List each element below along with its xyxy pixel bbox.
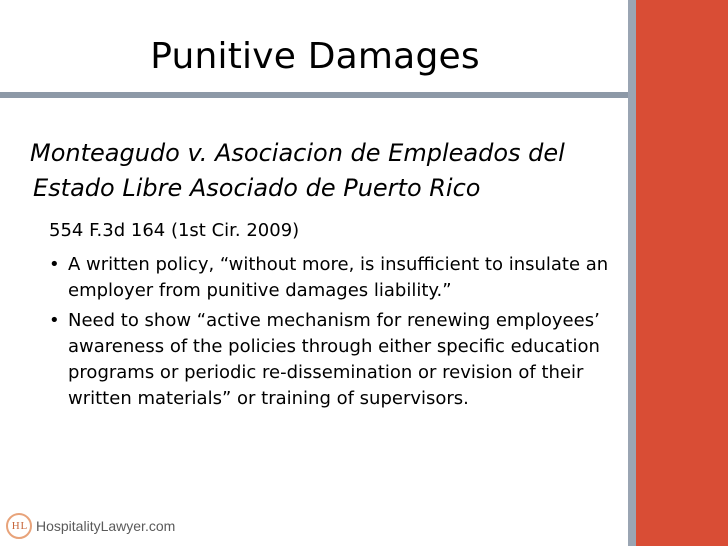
bullet-list [46, 252, 616, 416]
case-title-line-1: Monteagudo v. Asociacion de Empleados del [30, 139, 565, 167]
logo-mark-icon: H L [6, 513, 32, 539]
case-citation: 554 F.3d 164 (1st Cir. 2009) [49, 220, 300, 241]
bullet-item [46, 308, 616, 412]
bullet-point-icon: • [49, 310, 60, 331]
logo-text: HospitalityLawyer.com [36, 518, 176, 534]
bullet-point-icon: • [49, 254, 60, 275]
slide-title: Punitive Damages [150, 36, 480, 77]
bullet-item [46, 252, 616, 304]
right-accent-bar [628, 0, 728, 546]
title-divider [0, 92, 628, 98]
case-title-line-2: Estado Libre Asociado de Puerto Rico [33, 174, 481, 202]
right-accent-bar-border [628, 0, 636, 546]
company-logo [6, 512, 175, 540]
case-title [30, 136, 626, 206]
bullet-text: A written policy, “without more, is insufficient to insulate an employer from punitive damages liability.” [68, 254, 609, 301]
bullet-text: Need to show “active mechanism for renewing employees’ awareness of the policies through either specific education programs or periodic re-dissemination or revision of their written materials” or training of supervisors. [68, 310, 600, 409]
